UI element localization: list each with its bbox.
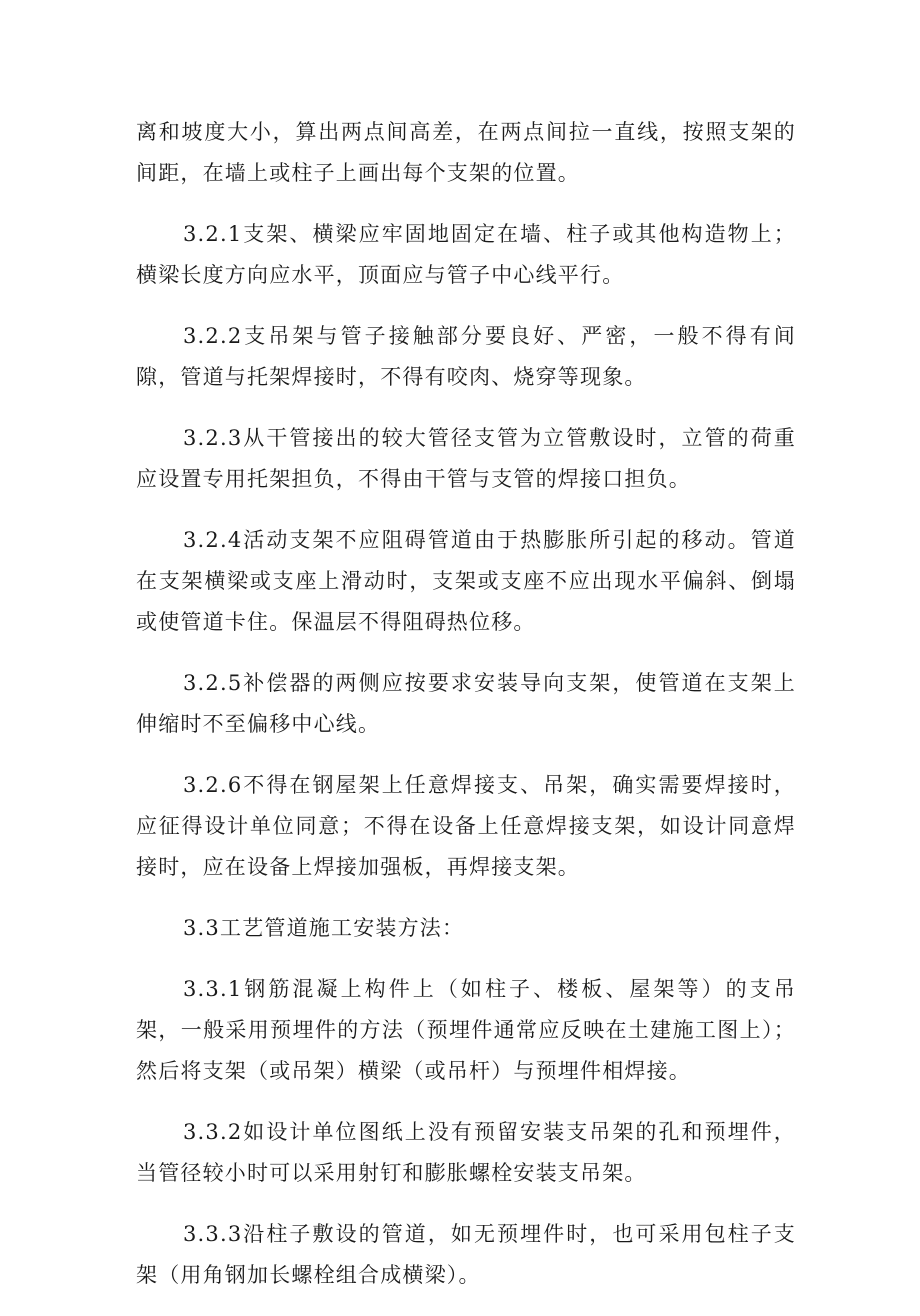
paragraph-3-3-3: 3.3.3沿柱子敷设的管道，如无预埋件时，也可采用包柱子支架（用角钢加长螺栓组合成横梁）。	[136, 1222, 796, 1287]
document-body	[136, 112, 796, 1316]
paragraph-3-2-3: 3.2.3从干管接出的较大管径支管为立管敷设时，立管的荷重应设置专用托架担负，不得由干管与支管的焊接口担负。	[136, 426, 796, 491]
paragraph-3-2-2: 3.2.2支吊架与管子接触部分要良好、严密，一般不得有间隙，管道与托架焊接时，不得有咬肉、烧穿等现象。	[136, 324, 796, 389]
paragraph-3-2-4: 3.2.4活动支架不应阻碍管道由于热膨胀所引起的移动。管道在支架横梁或支座上滑动时，支架或支座不应出现水平偏斜、倒塌或使管道卡住。保温层不得阻碍热位移。	[136, 528, 796, 634]
paragraph-3-3-1: 3.3.1钢筋混凝上构件上（如柱子、楼板、屋架等）的支吊架，一般采用预埋件的方法（预埋件通常应反映在土建施工图上）；然后将支架（或吊架）横梁（或吊杆）与预埋件相焊接。	[136, 977, 796, 1083]
paragraph-3-2-6: 3.2.6不得在钢屋架上任意焊接支、吊架，确实需要焊接时，应征得设计单位同意；不得在设备上任意焊接支架，如设计同意焊接时，应在设备上焊接加强板，再焊接支架。	[136, 773, 796, 879]
paragraph-continuation: 离和坡度大小，算出两点间高差，在两点间拉一直线，按照支架的间距，在墙上或柱子上画出每个支架的位置。	[136, 120, 796, 185]
paragraph-3-3-2: 3.3.2如设计单位图纸上没有预留安装支吊架的孔和预埋件，当管径较小时可以采用射钉和膨胀螺栓安装支吊架。	[136, 1120, 796, 1185]
paragraph-3-2-1: 3.2.1支架、横梁应牢固地固定在墙、柱子或其他构造物上；横梁长度方向应水平，顶面应与管子中心线平行。	[136, 222, 796, 287]
section-heading-3-3: 3.3工艺管道施工安装方法：	[183, 916, 465, 940]
paragraph-3-2-5: 3.2.5补偿器的两侧应按要求安装导向支架，使管道在支架上伸缩时不至偏移中心线。	[136, 671, 796, 736]
